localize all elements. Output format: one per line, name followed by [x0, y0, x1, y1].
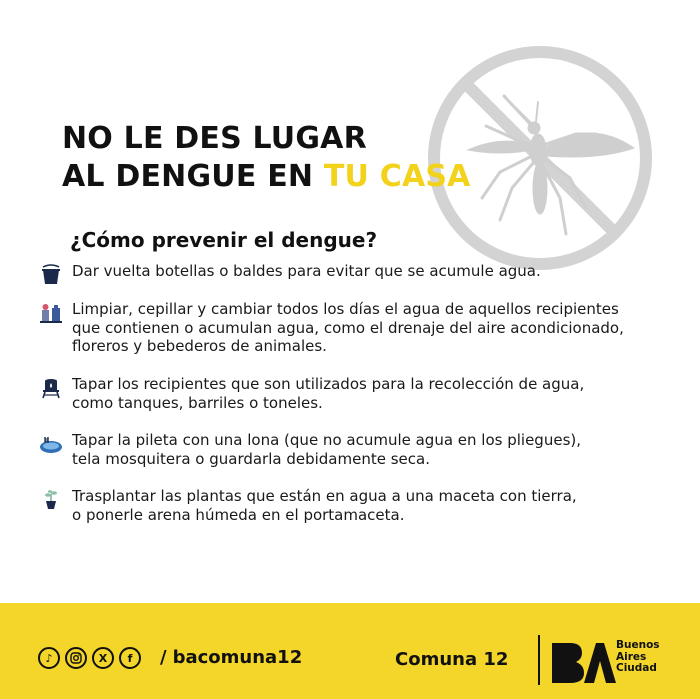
water-containers-icon [38, 302, 64, 324]
social-links [38, 647, 141, 669]
headline-line-2 [62, 158, 471, 196]
ba-wordmark [616, 640, 660, 675]
tiktok-icon[interactable]: ♪ [38, 647, 60, 669]
ba-wordmark-line: Aires [616, 650, 647, 663]
plant-pot-icon [38, 489, 64, 511]
comuna-label: Comuna 12 [395, 649, 509, 670]
tip-text-line: Tapar los recipientes que son utilizados para la recolección de agua, [72, 375, 585, 393]
headline-line-2-prefix: AL DENGUE EN [62, 159, 324, 194]
tip-text-line: que contienen o acumulan agua, como el drenaje del aire acondicionado, [72, 318, 624, 337]
tip-text-line: Trasplantar las plantas que están en agua a una maceta con tierra, [72, 487, 577, 505]
ba-logo [550, 641, 616, 685]
tip-text-line: Dar vuelta botellas o baldes para evitar que se acumule agua. [72, 262, 541, 280]
footer-divider [538, 635, 540, 685]
pool-icon [38, 433, 64, 455]
tip-text-line: Tapar la pileta con una lona (que no acumule agua en los pliegues), [72, 431, 582, 449]
footer-band [0, 603, 700, 699]
tip-text-line: como tanques, barriles o toneles. [72, 393, 323, 412]
tip-text-line: floreros y bebederos de animales. [72, 337, 327, 355]
subtitle: ¿Cómo prevenir el dengue? [70, 228, 378, 252]
social-handle[interactable] [160, 647, 302, 668]
headline-line-1: NO LE DES LUGAR [62, 121, 367, 156]
headline [62, 120, 471, 196]
tip-item [38, 375, 678, 412]
instagram-icon[interactable] [65, 647, 87, 669]
tip-item [38, 300, 678, 356]
instagram-glyph [70, 652, 82, 664]
tip-item [38, 262, 678, 286]
tip-text-line: tela mosquitera o guardarla debidamente seca. [72, 449, 430, 468]
ba-wordmark-line: Buenos [616, 639, 660, 651]
handle-slash: / [160, 647, 167, 668]
water-tank-icon [38, 377, 64, 399]
ba-wordmark-line: Ciudad [616, 662, 657, 674]
facebook-icon[interactable]: f [119, 647, 141, 669]
tip-text-line: Limpiar, cepillar y cambiar todos los días el agua de aquellos recipientes [72, 300, 619, 318]
tip-text-line: o ponerle arena húmeda en el portamaceta. [72, 505, 405, 524]
bucket-icon [38, 264, 64, 286]
tip-item [38, 431, 678, 468]
handle-text: bacomuna12 [172, 647, 303, 668]
headline-accent: TU CASA [323, 159, 471, 194]
tip-item [38, 487, 678, 524]
x-icon[interactable]: X [92, 647, 114, 669]
